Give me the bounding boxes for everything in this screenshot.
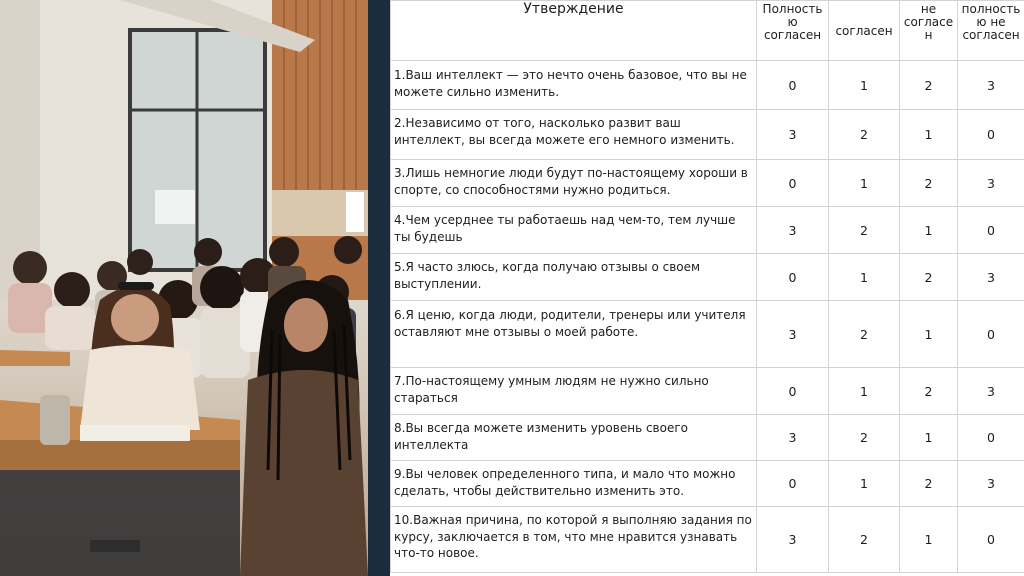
table-row <box>391 461 1024 507</box>
score-cell: 3 <box>757 301 829 368</box>
score-cell: 3 <box>757 415 829 461</box>
separator-bar <box>368 0 390 576</box>
score-cell: 0 <box>958 415 1024 461</box>
statement-cell: 4.Чем усерднее ты работаешь над чем-то, тем лучше ты будешь <box>391 207 757 254</box>
table-row <box>391 301 1024 368</box>
statement-cell: 10.Важная причина, по которой я выполняю задания по курсу, заключается в том, что мне нравится узнавать что-то новое. <box>391 507 757 573</box>
table-row <box>391 507 1024 573</box>
header-disagree: не согласе н <box>900 1 958 61</box>
score-cell: 1 <box>900 207 958 254</box>
table-row <box>391 415 1024 461</box>
score-cell: 0 <box>757 61 829 110</box>
statement-cell: 3.Лишь немногие люди будут по-настоящему хороши в спорте, со способностями нужно родиться. <box>391 160 757 207</box>
score-cell: 3 <box>757 507 829 573</box>
score-cell: 2 <box>829 207 900 254</box>
score-cell: 1 <box>829 461 900 507</box>
score-cell: 3 <box>958 368 1024 415</box>
header-strongly-agree: Полность ю согласен <box>757 1 829 61</box>
table-row <box>391 61 1024 110</box>
survey-table-container <box>390 0 1024 576</box>
survey-table <box>390 0 1024 573</box>
score-cell: 3 <box>958 254 1024 301</box>
score-cell: 0 <box>958 507 1024 573</box>
score-cell: 1 <box>829 61 900 110</box>
score-cell: 1 <box>829 254 900 301</box>
statement-cell: 9.Вы человек определенного типа, и мало что можно сделать, чтобы действительно изменить это. <box>391 461 757 507</box>
statement-cell: 7.По-настоящему умным людям не нужно сильно стараться <box>391 368 757 415</box>
table-row <box>391 207 1024 254</box>
score-cell: 2 <box>900 160 958 207</box>
statement-cell: 6.Я ценю, когда люди, родители, тренеры или учителя оставляют мне отзывы о моей работе. <box>391 301 757 368</box>
score-cell: 1 <box>829 160 900 207</box>
score-cell: 3 <box>958 61 1024 110</box>
score-cell: 0 <box>757 368 829 415</box>
score-cell: 2 <box>829 507 900 573</box>
statement-cell: 2.Независимо от того, насколько развит ваш интеллект, вы всегда можете его немного изменить. <box>391 110 757 160</box>
score-cell: 3 <box>757 207 829 254</box>
score-cell: 0 <box>757 254 829 301</box>
statement-cell: 5.Я часто злюсь, когда получаю отзывы о своем выступлении. <box>391 254 757 301</box>
score-cell: 2 <box>829 415 900 461</box>
table-row <box>391 160 1024 207</box>
score-cell: 3 <box>958 461 1024 507</box>
table-row <box>391 254 1024 301</box>
score-cell: 2 <box>829 301 900 368</box>
score-cell: 0 <box>757 160 829 207</box>
score-cell: 3 <box>757 110 829 160</box>
classroom-photo <box>0 0 368 576</box>
score-cell: 1 <box>900 507 958 573</box>
header-agree: согласен <box>829 1 900 61</box>
statement-cell: 1.Ваш интеллект — это нечто очень базовое, что вы не можете сильно изменить. <box>391 61 757 110</box>
score-cell: 0 <box>958 110 1024 160</box>
header-strongly-disagree: полность ю не согласен <box>958 1 1024 61</box>
score-cell: 1 <box>900 110 958 160</box>
score-cell: 0 <box>958 301 1024 368</box>
score-cell: 2 <box>900 61 958 110</box>
score-cell: 2 <box>900 254 958 301</box>
statement-cell: 8.Вы всегда можете изменить уровень своего интеллекта <box>391 415 757 461</box>
score-cell: 0 <box>757 461 829 507</box>
score-cell: 1 <box>829 368 900 415</box>
score-cell: 1 <box>900 415 958 461</box>
score-cell: 1 <box>900 301 958 368</box>
classroom-illustration <box>0 0 368 576</box>
table-row <box>391 368 1024 415</box>
table-header-row <box>391 1 1024 61</box>
score-cell: 2 <box>900 368 958 415</box>
score-cell: 0 <box>958 207 1024 254</box>
header-statement: Утверждение <box>391 1 757 61</box>
score-cell: 2 <box>829 110 900 160</box>
score-cell: 3 <box>958 160 1024 207</box>
table-row <box>391 110 1024 160</box>
score-cell: 2 <box>900 461 958 507</box>
